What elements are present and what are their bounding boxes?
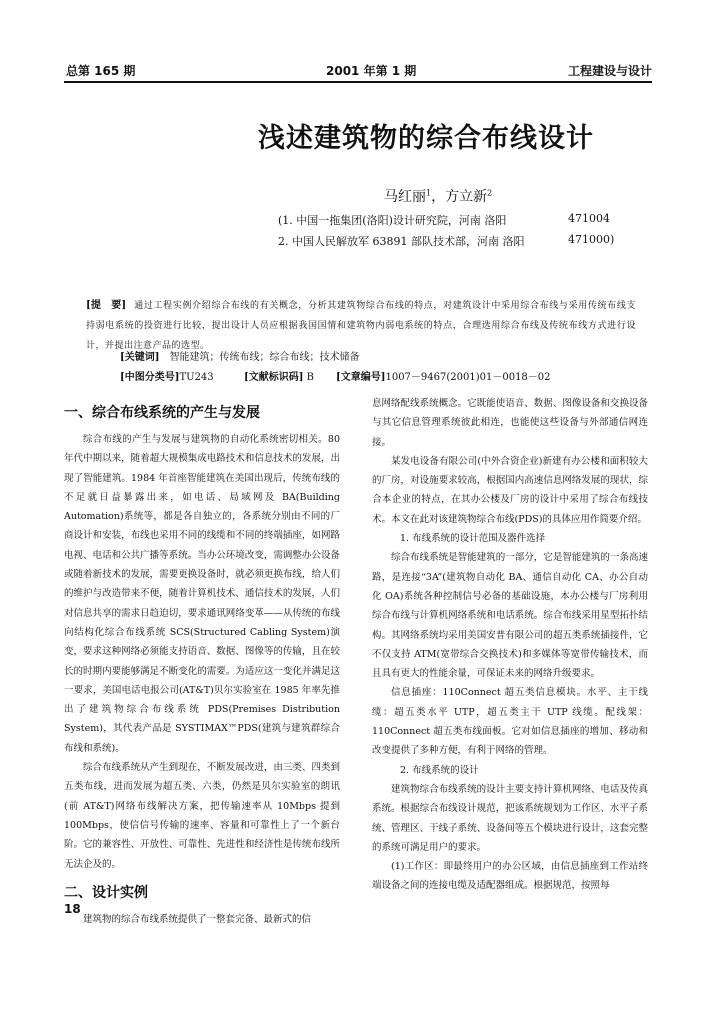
subsection-heading-2: 2. 布线系统的设计 <box>400 764 479 776</box>
article-id-value: 1007－9467(2001)01－0018－02 <box>385 372 551 383</box>
affiliation-2-text: 2. 中国人民解放军 63891 部队技术部，河南 洛阳 <box>278 235 525 248</box>
article-title: 浅述建筑物的综合布线设计 <box>258 123 594 154</box>
abstract <box>86 296 636 356</box>
document-code-label: [文献标识码] <box>244 372 304 383</box>
keywords-text: 智能建筑；传统布线；综合布线；技术储备 <box>169 352 360 363</box>
running-header <box>64 60 652 80</box>
article-id-label: [文章编号] <box>336 372 386 383</box>
author-1: 马红丽 <box>384 189 426 205</box>
right-column <box>372 394 648 896</box>
keywords-label: [关键词] <box>120 352 160 363</box>
paragraph: 综合布线的产生与发展与建筑物的自动化系统密切相关。80 年代中期以来，随着超大规模集成电路技术和信息技术的发展，出现了智能建筑。1984 年首座智能建筑在美国出现后，传统布线的不足就日益暴露出来，如电话、局域网及 BA(Building Automation)系统等，都是各自独立的，各系统分别由不同的厂商设计和安装，布线也采用不同的线缆和不同的终端插座，如网路电视、电话和公共广播等系统。当办公环境改变，需调整办公设备或随着新技术的发展，需要更换设备时，就必须更换布线，给人们的维护与改造带来不便，随着计算机技术、通信技术的发展，人们对信息共享的需求日趋迫切，要求通讯网络变革——从传统的布线向结构化综合布线系统 SCS(Structured Cabling System)演变，要求这种网络必须能支持语音、数据、图像等的传输，且在较长的时期内要能够满足不断变化的需要。为适应这一变化并满足这一要求，美国电话电报公司(AT&T)贝尔实验室在 1985 年率先推出了建筑物综合布线系统 PDS(Premises Distribution System)，其代表产品是 SYSTIMAX™PDS(建筑与建筑群综合布线和系统)。 <box>64 434 340 754</box>
abstract-text: 通过工程实例介绍综合布线的有关概念，分析其建筑物综合布线的特点，对建筑设计中采用综合布线与采用传统布线支持弱电系统的投资进行比较，提出设计人员应根据我国国情和建筑物内弱电系统的特点，合理选用综合布线及传统布线方式进行设计，并提出注意产品的选型。 <box>86 301 636 351</box>
journal-name: 工程建设与设计 <box>567 64 652 78</box>
journal-issue-year: 2001 年第 1 期 <box>326 64 417 78</box>
document-code-value: B <box>306 372 315 383</box>
left-column <box>64 394 340 929</box>
clc-value: TU243 <box>179 372 214 383</box>
header-rule <box>64 81 652 83</box>
section-heading-2: 二、设计实例 <box>64 884 148 901</box>
journal-issue-total: 总第 165 期 <box>66 64 136 78</box>
paragraph: 综合布线系统从产生到现在，不断发展改进，由三类、四类到五类布线，进而发展为超五类、六类，仍然是贝尔实验室的朗讯(前 AT&T)网络布线解决方案，把传输速率从 10Mbps 提到 100Mbps，使信信号传输的速率、容量和可靠性上了一个新台阶。它的兼容性、开放性、可靠性、先进性和经济性是传统布线所无法企及的。 <box>64 762 340 870</box>
affiliation-2-postcode: 471000) <box>568 233 615 246</box>
paragraph: 综合布线系统是智能建筑的一部分，它是智能建筑的一条高速路，是连接“3A”(建筑物自动化 BA、通信自动化 CA、办公自动化 OA)系统各种控制信号必备的基础设施，本办公楼与厂房利用综合布线与计算机网络系统和电话系统。综合布线采用星型拓扑结构。其网络系统均采用美国安普有限公司的超五类系统插接件，它不仅支持 ATM(宽带综合交换技术)和多媒体等宽带传输技术，而且具有更大的性能余量，可保证未来的网络升级要求。 <box>372 552 648 680</box>
author-2-sup: 2 <box>487 188 493 198</box>
paragraph: 建筑物综合布线系统的设计主要支持计算机网络、电话及传真系统。根据综合布线设计规范，把该系统规划为工作区、水平子系统、管理区、干线子系统、设备间等五个模块进行设计，这套完整的系统可满足用户的要求。 <box>372 783 648 853</box>
keywords <box>120 348 359 363</box>
author-line <box>384 186 492 206</box>
document-code <box>244 368 314 383</box>
affiliation-1-postcode: 471004 <box>568 212 610 225</box>
author-1-sup: 1 <box>426 188 432 198</box>
paragraph: 某发电设备有限公司(中外合资企业)新建有办公楼和面积较大的厂房，对设施要求较高，根据国内高速信息网络发展的现状，综合本企业的特点，在其办公楼及厂房的设计中采用了综合布线技术。本文在此对该建筑物综合布线(PDS)的具体应用作简要介绍。 <box>372 455 648 525</box>
author-2: ，方立新 <box>431 189 488 205</box>
subsection-heading-1: 1. 布线系统的设计范围及器件选择 <box>400 533 546 545</box>
article-id <box>336 368 551 383</box>
clc-label: [中图分类号] <box>120 372 180 383</box>
affiliation-2 <box>278 233 615 249</box>
affiliation-1-text: (1. 中国一拖集团(洛阳)设计研究院，河南 洛阳 <box>278 214 507 227</box>
affiliation-1 <box>278 212 610 228</box>
paragraph: (1)工作区：即最终用户的办公区域，由信息插座到工作站终端设备之间的连接电缆及适配器组成。根据规范，按照每 <box>372 861 648 892</box>
paragraph: 息网络配线系统概念。它既能使语音、数据、图像设备和交换设备与其它信息管理系统彼此相连，也能使这些设备与外部通信网连接。 <box>372 398 648 448</box>
paragraph: 信息插座：110Connect 超五类信息模块。水平、主干线缆：超五类水平 UTP，超五类主干 UTP 线缆。配线架：110Connect 超五类布线面板。它对如信息插座的增加、移动和改变提供了多种方便，有利于网络的管理。 <box>372 687 648 757</box>
abstract-label: [提 要] <box>86 300 127 311</box>
section-heading-1: 一、综合布线系统的产生与发展 <box>64 405 260 421</box>
paragraph: 建筑物的综合布线系统提供了一整套完备、最新式的信 <box>83 913 312 925</box>
page-number: 18 <box>64 902 81 916</box>
clc-number <box>120 368 214 383</box>
